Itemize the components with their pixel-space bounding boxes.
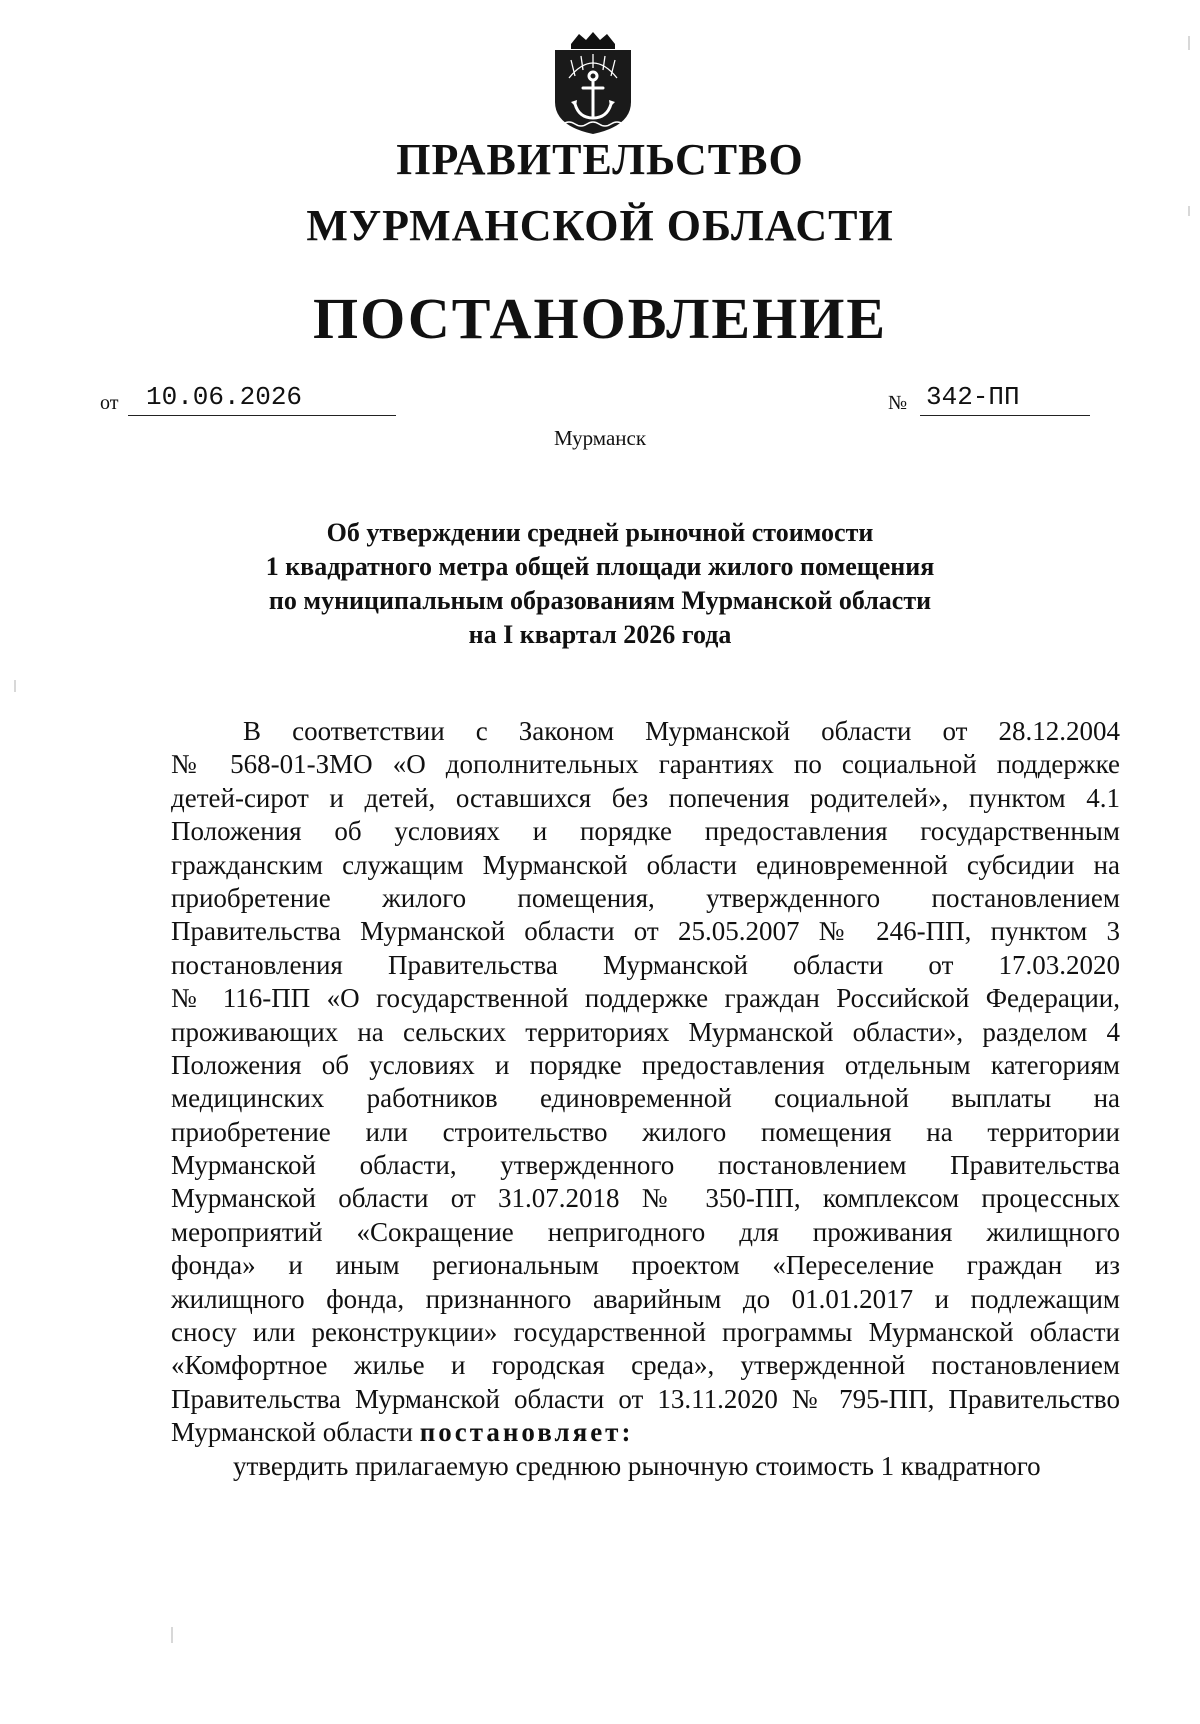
- body-line: сносу или реконструкции» государственной программы Мурманской области: [171, 1317, 1120, 1348]
- number-prefix: №: [888, 392, 908, 414]
- document-body: [171, 715, 1120, 1450]
- body-line: мероприятий «Сокращение непригодного для проживания жилищного: [171, 1216, 1120, 1247]
- title-line: на I квартал 2026 года: [468, 620, 732, 649]
- city-name: Мурманск: [553, 426, 647, 450]
- body-line: Правительства Мурманской области от 13.11.2020 № 795-ПП, Правительство: [171, 1383, 1120, 1414]
- title-line: по муниципальным образованиям Мурманской области: [268, 586, 932, 615]
- scan-artifact: [1188, 206, 1190, 216]
- government-name-line-2: МУРМАНСКОЙ ОБЛАСТИ: [306, 201, 894, 250]
- body-line: Мурманской области, утвержденного постановлением Правительства: [171, 1150, 1120, 1181]
- date-prefix: от: [100, 392, 119, 414]
- resolution-line: утвердить прилагаемую среднюю рыночную стоимость 1 квадратного: [233, 1451, 1041, 1481]
- body-line: гражданским служащим Мурманской области единовременной субсидии на: [171, 849, 1120, 880]
- body-line: постановления Правительства Мурманской области от 17.03.2020: [171, 949, 1120, 980]
- body-line: детей-сирот и детей, оставшихся без попечения родителей», пунктом 4.1: [171, 782, 1120, 813]
- body-line: № 568-01-ЗМО «О дополнительных гарантиях по социальной поддержке: [171, 749, 1120, 780]
- body-line: Правительства Мурманской области от 25.05.2007 № 246-ПП, пунктом 3: [171, 916, 1120, 947]
- body-line: Мурманской области от 31.07.2018 № 350-ПП, комплексом процессных: [171, 1183, 1120, 1214]
- title-line: 1 квадратного метра общей площади жилого помещения: [265, 552, 935, 581]
- scan-artifact: [14, 680, 16, 692]
- document-date: 10.06.2026: [128, 382, 396, 416]
- document-meta-row: [100, 382, 1090, 422]
- document-number: 342-ПП: [920, 382, 1090, 416]
- body-last-line-lead: Мурманской области: [171, 1417, 420, 1448]
- body-line: № 116-ПП «О государственной поддержке граждан Российской Федерации,: [171, 983, 1120, 1014]
- title-line: Об утверждении средней рыночной стоимости: [326, 518, 874, 547]
- body-line: жилищного фонда, признанного аварийным до 01.01.2017 и подлежащим: [171, 1283, 1120, 1314]
- body-line: медицинских работников единовременной социальной выплаты на: [171, 1083, 1120, 1114]
- document-title: [150, 516, 1050, 652]
- body-line: Положения об условиях и порядке предоставления отдельным категориям: [171, 1049, 1120, 1080]
- body-line: В соответствии с Законом Мурманской области от 28.12.2004: [243, 716, 1120, 746]
- body-last-line: [171, 1416, 1120, 1449]
- body-line: Положения об условиях и порядке предоставления государственным: [171, 816, 1120, 847]
- body-line: приобретение или строительство жилого помещения на территории: [171, 1116, 1120, 1147]
- murmansk-coat-of-arms-icon: [549, 30, 637, 136]
- decree-keyword: постановляет:: [419, 1417, 634, 1448]
- body-line: проживающих на сельских территориях Мурманской области», разделом 4: [171, 1016, 1120, 1047]
- body-line: фонда» и иным региональным проектом «Переселение граждан из: [171, 1250, 1120, 1281]
- scan-artifact: [1188, 36, 1190, 50]
- document-type-heading: ПОСТАНОВЛЕНИЕ: [312, 286, 888, 351]
- body-line: «Комфортное жилье и городская среда», утвержденной постановлением: [171, 1350, 1120, 1381]
- scan-artifact: [171, 1627, 173, 1643]
- body-line: приобретение жилого помещения, утвержденного постановлением: [171, 882, 1120, 913]
- government-name-line-1: ПРАВИТЕЛЬСТВО: [396, 135, 804, 184]
